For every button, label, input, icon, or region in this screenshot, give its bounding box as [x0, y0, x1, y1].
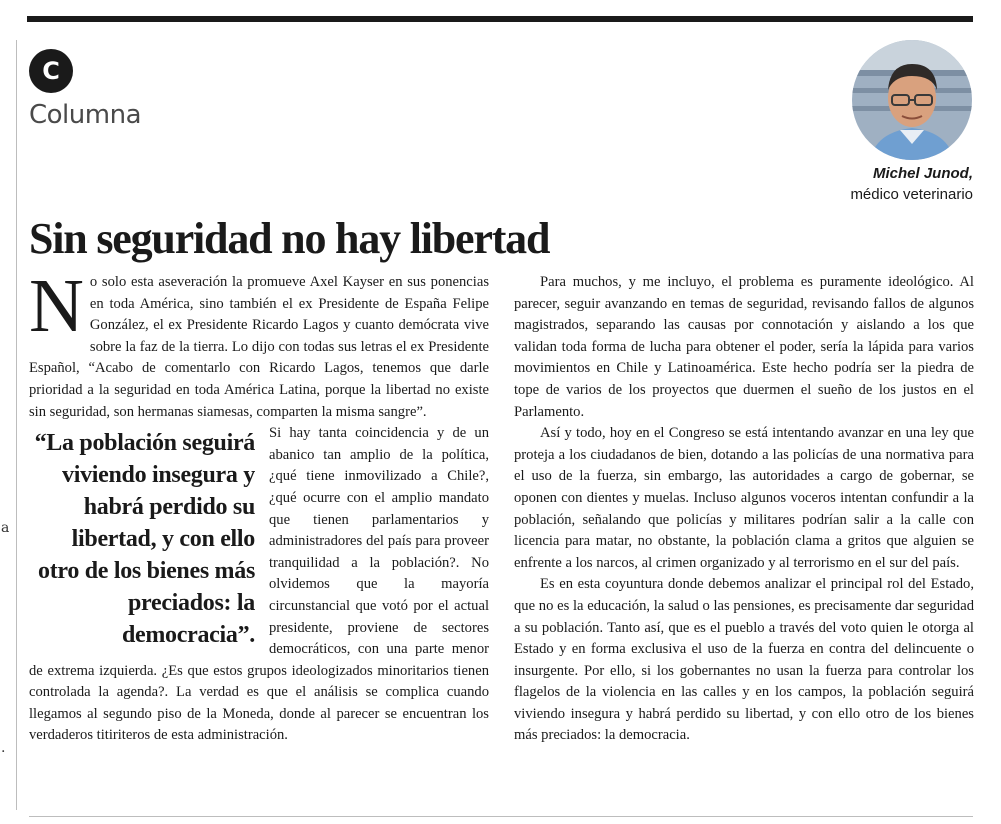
author-name: Michel Junod, [872, 165, 973, 182]
paragraph-text: o solo esta aseveración la promueve Axel Kayser en sus ponencias en toda América, sino también el ex Presidente de España Felipe González, el ex Presidente Ricardo Lagos y cuanto demócrata vive sobre la faz de la tierra. Lo dijo con todas sus letras el ex Presidente Español, “Acabo de comentarlo con Ricardo Lagos, tenemos que darle prioridad a la seguridad en toda América Latina, porque la libertad no existe sin seguridad, son hermanas siamesas, comparten la misma sangre”. [29, 274, 489, 420]
section-logo [29, 49, 73, 93]
article-paragraph: Es en esta coyuntura donde debemos analizar el principal rol del Estado, que no es la educación, la salud o las pensiones, es precisamente dar seguridad a su población. Tanto así, que es el pueblo a través del voto quien le otorga al Estado y en forma exclusiva el uso de la fuerza en contra del delincuente o insurgente. Por ello, si los gobernantes no usan la fuerza para controlar los flagelos de la violencia en las calles y en los campos, la población seguirá viviendo insegura y habrá perdido su libertad, y con ello otro de los bienes más preciados: la democracia. [514, 576, 974, 744]
article-paragraph [29, 264, 489, 423]
author-role: médico veterinario [850, 186, 973, 203]
drop-cap: N [29, 264, 84, 348]
bottom-rule [29, 816, 973, 817]
section-logo-letter: C [42, 57, 60, 85]
article-paragraph: Así y todo, hoy en el Congreso se está intentando avanzar en una ley que proteja a los ciudadanos de bien, dotando a las policías de una normativa para el uso de la fuerza, sin embargo, las autoridades a cargo de gobernar, se oponen con dientes y muelas. Incluso algunos voceros intentan confundir a la población, señalando que policías y militares podrían salir a la calle con licencia para matar, no obstante, la población clama a gritos que alguien se enfrente a los narcos, al crimen organizado y al terrorismo en el sur del país. [514, 425, 974, 571]
top-rule [27, 16, 973, 22]
author-portrait [852, 40, 972, 160]
author-photo [852, 40, 972, 160]
article-paragraph: Si hay tanta coincidencia y de un abanico tan amplio de la política, ¿qué tiene inmovilizado a Chile?, ¿qué ocurre con el amplio mandato que tienen parlamentarios y administradores del país para proveer tranquilidad a la población?. No olvidemos que la mayoría circunstancial que votó por el actual presidente, proviene de sectores democráticos, con una parte menor de extrema izquierda. ¿Es que estos grupos ideologizados minoritarios tienen controlada la agenda?. La verdad es que el análisis se complica cuando llegamos al segundo piso de la Moneda, donde al parecer se encuentran los verdaderos titiriteros de esta administración. [29, 425, 489, 744]
article-right-column [514, 272, 974, 747]
pull-quote: “La población seguirá viviendo insegura y habrá perdido su libertad, y con ello otro de los bienes más preciados: la democracia”. [34, 430, 255, 649]
margin-fragment: . [1, 740, 6, 756]
article-paragraph: Para muchos, y me incluyo, el problema es puramente ideológico. Al parecer, seguir avanzando en temas de seguridad, revisando fallos de algunos magistrados, separando las causas por connotación y aislando a los que validan toda forma de lucha para obtener el poder, sería la lápida para varios movimientos en Chile y Latinoamérica. Este hecho podría ser la piedra de tope de varios de los proyectos que duermen el sueño de los justos en el Parlamento. [514, 274, 974, 420]
margin-fragment: a [1, 520, 10, 536]
section-label: Columna [29, 100, 142, 130]
article-headline: Sin seguridad no hay libertad [29, 214, 550, 263]
column-divider [16, 40, 17, 810]
article-left-column [29, 264, 489, 747]
